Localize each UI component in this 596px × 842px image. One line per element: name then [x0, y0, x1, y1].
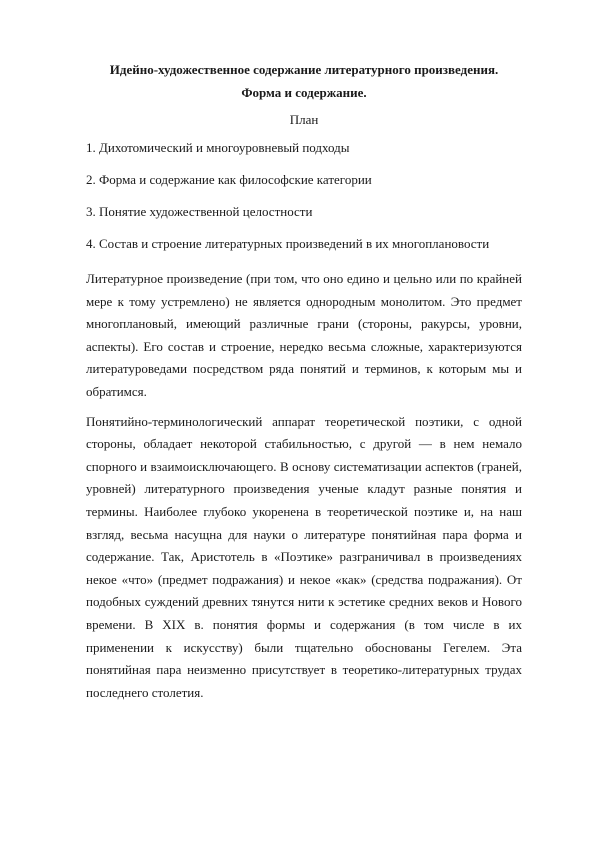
- body-paragraph: Литературное произведение (при том, что оно едино и цельно или по крайней мере к тому устремлено) не является однородным монолитом. Это предмет многоплановый, имеющий различные грани (стороны, ракурсы, уровни, аспекты). Его состав и строение, нередко весьма сложные, характеризуются литературоведами посредством ряда понятий и терминов, к которым мы и обратимся.: [86, 271, 522, 399]
- body-paragraph: Понятийно-терминологический аппарат теоретической поэтики, с одной стороны, обладает некоторой стабильностью, с другой — в нем немало спорного и взаимоисключающего. В основу систематизации аспектов (граней, уровней) литературного произведения ученые кладут разные понятия и термины. Наиболее глубоко укоренена в теоретической поэтике и, на наш взгляд, весьма насущна для науки о литературе понятийная пара форма и содержание. Так, Аристотель в «Поэтике» разграничивал в произведениях некое «что» (предмет подражания) и некое «как» (средства подражания). От подобных суждений древних тянутся нити к эстетике средних веков и Нового времени. В XIX в. понятия формы и содержания (в том числе в их применении к искусству) были тщательно обоснованы Гегелем. Эта понятийная пара неизменно присутствует в теоретико-литературных трудах последнего столетия.: [86, 413, 522, 700]
- plan-item: 3. Понятие художественной целостности: [86, 204, 313, 219]
- title-line-2: Форма и содержание.: [241, 85, 367, 100]
- plan-heading: План: [289, 112, 319, 127]
- plan-list: [86, 140, 522, 252]
- document-title: [86, 58, 522, 104]
- title-line-1: Идейно-художественное содержание литературного произведения.: [109, 62, 499, 77]
- plan-item: 1. Дихотомический и многоуровневый подходы: [86, 140, 350, 155]
- plan-item: 4. Состав и строение литературных произведений в их многоплановости: [86, 236, 490, 251]
- document-page: [86, 58, 522, 711]
- plan-item: 2. Форма и содержание как философские категории: [86, 172, 372, 187]
